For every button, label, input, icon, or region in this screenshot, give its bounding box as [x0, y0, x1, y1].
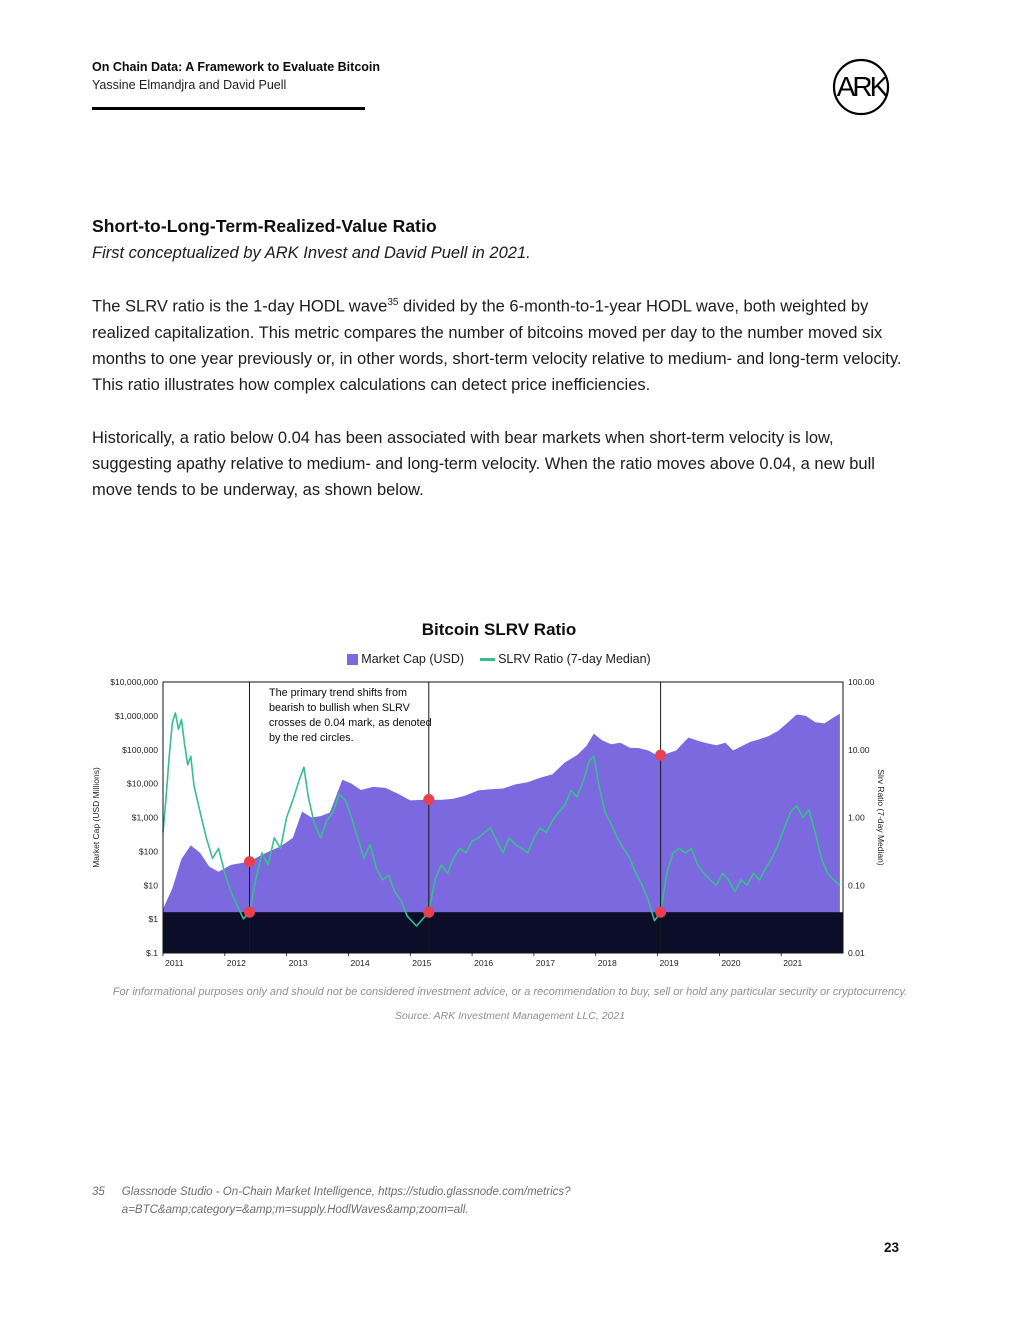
svg-text:$100,000: $100,000	[122, 744, 158, 755]
chart-annotation: The primary trend shifts from bearish to bullish when SLRV crosses de 0.04 mark, as denoted by the red circles.	[269, 687, 432, 745]
svg-text:100.00: 100.00	[848, 677, 875, 687]
page-number: 23	[884, 1240, 900, 1255]
legend-label-slrv: SLRV Ratio (7-day Median)	[498, 652, 651, 666]
svg-text:$10,000,000: $10,000,000	[110, 677, 158, 687]
svg-text:2020: 2020	[721, 958, 741, 968]
chart-canvas	[85, 674, 885, 981]
document-title: On Chain Data: A Framework to Evaluate Bitcoin	[92, 60, 381, 74]
svg-text:Slrv Ratio (7-day Median): Slrv Ratio (7-day Median)	[876, 769, 885, 866]
footnote-ref-35: 35	[387, 297, 399, 308]
svg-text:2012: 2012	[226, 958, 246, 968]
legend-item-slrv	[480, 652, 651, 666]
svg-text:2013: 2013	[288, 958, 308, 968]
paragraph-1	[92, 290, 904, 398]
svg-text:0.01: 0.01	[848, 948, 865, 958]
svg-text:$10,000: $10,000	[126, 778, 158, 789]
svg-text:$.1: $.1	[146, 948, 158, 958]
source-text: Source: ARK Investment Management LLC, 2021	[394, 1010, 626, 1022]
ark-logo-monogram: ARK	[836, 71, 886, 102]
svg-text:2021: 2021	[783, 958, 803, 968]
slrv-swatch-icon	[480, 658, 495, 661]
section-heading: Short-to-Long-Term-Realized-Value Ratio	[92, 216, 437, 236]
paragraph-1-text: The SLRV ratio is the 1-day HODL wave	[92, 297, 388, 316]
svg-text:0.10: 0.10	[848, 880, 865, 891]
ark-logo-icon	[829, 54, 893, 120]
paragraph-1-text-cont: divided by the 6-month-to-1-year HODL wave, both weighted by realized capitalization. This metric compares the number of bitcoins moved per day to the number moved six months to one year previously or, in other words, short-term velocity relative to medium- and long-term velocity. This ratio illustrates how complex calculations can detect price inefficiencies.	[92, 297, 902, 394]
section-subheading: First conceptualized by ARK Invest and David Puell in 2021.	[92, 244, 531, 262]
ark-logo	[829, 54, 893, 125]
svg-text:2014: 2014	[350, 958, 370, 968]
footnote-number: 35	[92, 1186, 105, 1198]
svg-text:$1,000: $1,000	[131, 812, 158, 823]
svg-text:2018: 2018	[597, 958, 617, 968]
main-content	[92, 216, 904, 503]
chart-title: Bitcoin SLRV Ratio	[421, 620, 577, 639]
svg-text:2016: 2016	[474, 958, 494, 968]
svg-text:2011: 2011	[165, 958, 184, 968]
svg-text:1.00: 1.00	[848, 812, 865, 823]
svg-text:$10: $10	[143, 880, 158, 891]
svg-text:$1: $1	[148, 914, 158, 925]
svg-text:2015: 2015	[412, 958, 432, 968]
footnote-text: Glassnode Studio - On-Chain Market Intelligence, https://studio.glassnode.com/metrics?a=BTC&amp;category=&amp;m=supply.HodlWaves&amp;zoom=all.	[121, 1186, 571, 1217]
chart-block	[85, 620, 945, 981]
paragraph-2: Historically, a ratio below 0.04 has been associated with bear markets when short-term velocity is low, suggesting apathy relative to medium- and long-term velocity. When the ratio moves above 0.04, a new bull move tends to be underway, as shown below.	[92, 428, 875, 499]
svg-text:2019: 2019	[659, 958, 679, 968]
document-authors: Yassine Elmandjra and David Puell	[92, 78, 287, 92]
svg-text:$100: $100	[138, 846, 158, 857]
svg-text:$1,000,000: $1,000,000	[114, 710, 158, 721]
page-header	[92, 60, 380, 110]
legend-label-market-cap: Market Cap (USD)	[361, 652, 465, 666]
svg-text:10.00: 10.00	[848, 744, 870, 755]
legend-item-market-cap	[347, 652, 464, 666]
header-rule	[92, 107, 365, 110]
slrv-chart-svg	[85, 674, 885, 976]
svg-text:Market Cap (USD Millions): Market Cap (USD Millions)	[91, 767, 101, 868]
market-cap-swatch-icon	[347, 654, 358, 665]
chart-legend	[99, 652, 899, 666]
svg-text:2017: 2017	[535, 958, 556, 968]
footnote-35	[92, 1183, 862, 1220]
disclaimer-text: For informational purposes only and should not be considered investment advice, or a recommendation to buy, sell or hold any particular security or cryptocurrency.	[112, 986, 908, 998]
